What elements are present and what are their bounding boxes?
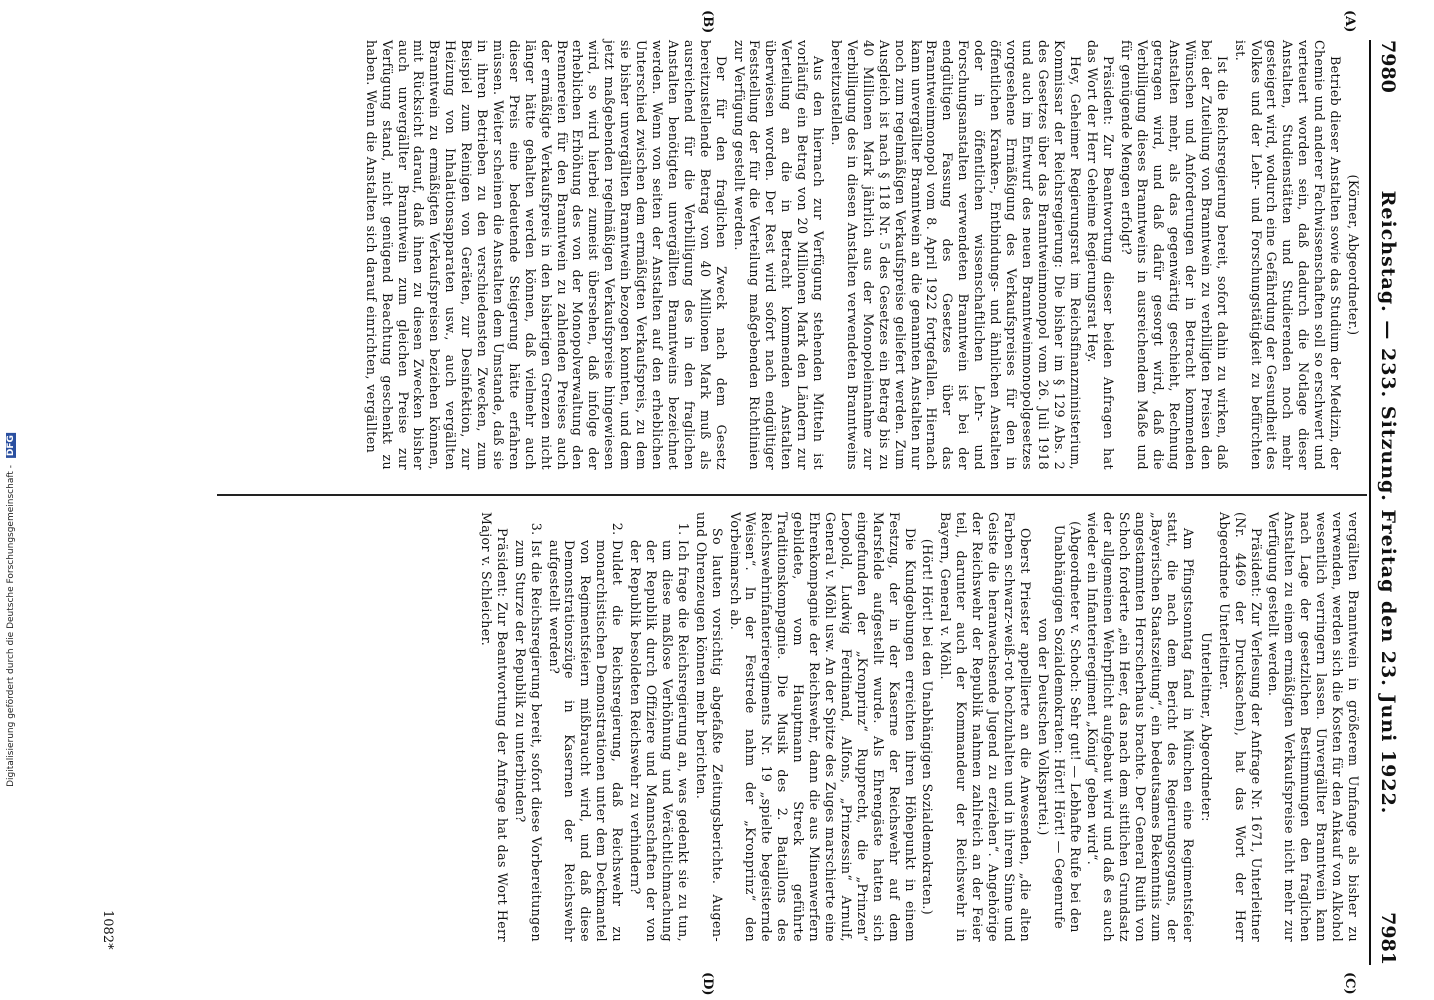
paragraph: Am Pfingstsonntag fand in München eine Regimentsfeier statt, die nach dem Bericht des Regierungsorgans, der „Bayerischen Staatszeitung“, ein bedeutsames Bekenntnis zum angestammten Herrscherhaus brachte. Der General Ruith von Schoch forderte „ein Heer, das nach dem sittlichen Grundsatz der allgemeinen Wehrpflicht aufgebaut wird und daß es auch wieder ein Infanterieregiment „König“ geben wird“. [1085,512,1196,942]
question-item: 3. Ist die Reichsregierung bereit, sofort diese Vorbereitungen zum Sturze der Republik zu unterbinden? [512,540,544,942]
paragraph: Oberst Priester appellierte an die Anwesenden, „die alten Farben schwarz-weiß-rot hochzuhalten und in ihrem Sinne und Geiste die heranwachsende Jugend zu erziehen“. Angehörige der Reichswehr der Republik nahmen zahlreich an der Feier teil, darunter auch der Kommandeur der Reichswehr in Bayern, General v. Möhl. [938,512,1033,942]
column-number-right: 7981 [1377,912,1399,965]
question-list [512,512,691,942]
paragraph: Aus den hiernach zur Verfügung stehenden Mitteln ist vorläufig ein Betrag von 20 Millionen Mark den Ländern zur Verteilung an die in Betracht kommenden Anstalten überwiesen worden. Der Rest wird sofort nach endgültiger Feststellung der für die Verteilung maßgebenden Richtlinien zur Verfügung gestellt werden. [731,40,827,470]
interjection: (Hört! Hört! bei den Unabhängigen Sozialdemokraten.) [920,538,936,916]
question-item: 2. Duldet die Reichsregierung, daß Reichswehr zu monarchistischen Demonstrationen unter dem Deckmantel von Regimentsfeiern mißbraucht wird, und daß diese Demonstrationszüge in Kasernen der Reichswehr aufgestellt werden? [546,540,626,942]
page-number: 1082* [100,910,115,950]
page-header [1369,40,1405,965]
left-column [361,40,1361,470]
digitization-text: Digitalisierung gefördert durch die Deutsche Forschungsgemeinschaft - [6,465,16,787]
page-content [85,10,1405,996]
paragraph: Betrieb dieser Anstalten sowie das Studium der Medizin, der Chemie und anderer Fachwissenschaften soll so erschwert und verteuert worden sein, daß dadurch die Notlage dieser Anstalten, Studienstätten und Studierenden noch mehr gesteigert wird, wodurch eine Gefährdung der Gesundheit des Volkes und der Lehr- und Forschungstätigkeit zu befürchten ist. [1232,40,1344,470]
column-number-left: 7980 [1377,40,1399,93]
margin-mark-a: (A) [1342,10,1357,33]
paragraph: Präsident: Zur Beantwortung der Anfrage hat das Wort Herr Major v. Schleicher. [478,512,510,942]
column-divider [217,494,1367,496]
paragraph: Hey, Geheimer Regierungsrat im Reichsfinanzministerium, Kommissar der Reichsregierung: Die bisher im § 129 Abs. 2 des Gesetzes über das Branntweinmonopol vom 26. Juli 1918 und auch im Entwurf des neuen Branntweinmonopolgesetzes vorgesehene Ermäßigung des Verkaufspreises für den in öffentlichen Kranken-, Entbindungs- und ähnlichen Anstalten oder in öffentlichen wissenschaftlichen Lehr- und Forschungsanstalten verwendeten Branntwein ist bei der endgültigen Fassung des Gesetzes über das Branntweinmonopol vom 8. April 1922 fortgefallen. Hiernach kann unvergällter Branntwein an die genannten Anstalten nur noch zum regelmäßigen Verkaufspreise geliefert werden. Zum Ausgleich ist nach § 118 Nr. 5 des Gesetzes ein Betrag bis zu 40 Millionen Mark jährlich aus der Monopoleinnahme zur Verbilligung des in diesen Anstalten verwendeten Branntweins bereitzustellen. [829,40,1083,470]
speaker-heading: Unterleitner, Abgeordneter: [1198,632,1214,822]
dfg-logo: DFG [6,435,16,457]
margin-mark-d: (D) [700,972,715,996]
paragraph: Die Kundgebungen erreichten ihren Höhepunkt in einem Festzug, der in der Kaserne der Reichswehr auf dem Marsfelde aufgestellt wurde. Als Ehrengäste hatten sich eingefunden der „Kronprinz“ Rupprecht, die „Prinzen“ Leopold, Ludwig Ferdinand, Alfons, „Prinzessin“ Arnulf, General v. Möhl usw. An der Spitze des Zuges marschierte eine Ehrenkompagnie der Reichswehr, dann die aus Minenwerfern gebildete, vom Hauptmann Streck geführte Traditionskompagnie. Die Musik des 2. Bataillons des Reichswehrinfanterieregiments Nr. 19 „spielte begeisternde Weisen“. In der Festrede nahm der „Kronprinz“ den Vorbeimarsch ab. [727,512,918,942]
page-title: Reichstag. — 233. Sitzung. Freitag den 23. Juni 1922. [1377,190,1399,815]
paragraph: vergällten Branntwein in größerem Umfange als bisher zu verwenden, werden sich die Kosten für den Ankauf von Alkohol wesentlich verringern lassen. Unvergällter Branntwein kann nach Lage der gesetzlichen Bestimmungen den fraglichen Anstalten zu einem ermäßigten Verkaufspreise nicht mehr zur Verfügung gestellt werden. [1266,512,1361,942]
margin-mark-b: (B) [700,10,715,34]
paragraph: So lauten vorsichtig abgefaßte Zeitungsberichte. Augen- und Ohrenzeugen können mehr berichten. [693,512,725,942]
scanned-page [85,10,1405,996]
paragraph: Ist die Reichsregierung bereit, sofort dahin zu wirken, daß bei der Zuteilung von Branntwein zu verbilligten Preisen den Wünschen und Anforderungen der in Betracht kommenden Anstalten mehr, als das gegenwärtig geschieht, Rechnung getragen wird, und daß dafür gesorgt wird, daß die Verbilligung dieses Branntweins in ausreichendem Maße und für genügende Mengen erfolgt? [1119,40,1230,470]
paragraph: Präsident: Zur Beantwortung dieser beiden Anfragen hat das Wort der Herr Geheime Regierungsrat Hey. [1085,40,1117,470]
digitization-note [0,0,22,1000]
interjection: (Abgeordneter v. Schoch: Sehr gut! — Lebhafte Rufe bei den Unabhängigen Sozialdemokraten: Hört! Hört! — Gegenrufe von der Deutschen Volkspartei.) [1035,521,1083,933]
right-column [476,512,1361,942]
speaker-note: (Körner, Abgeordneter.) [1346,174,1361,336]
paragraph: Präsident: Zur Verlesung der Anfrage Nr. 1671, Unterleitner (Nr. 4469 der Drucksachen), hat das Wort der Herr Abgeordnete Unterleitner. [1216,512,1264,942]
question-item: 1. Ich frage die Reichsregierung an, was gedenkt sie zu tun, um diese maßlose Verhöhnung und Verächtlichmachung der Republik durch Offiziere und Mannschaften der von der Republik besoldeten Reichswehr zu verhindern? [627,540,691,942]
paragraph: Der für den fraglichen Zweck nach dem Gesetz bereitzustellende Betrag von 40 Millionen Mark muß als ausreichend für die Verbilligung des in den fraglichen Anstalten benötigten unvergällten Branntweins bezeichnet werden. Wenn von seiten der Anstalten auf den erheblichen Unterschied zwischen dem ermäßigten Verkaufspreis, zu dem sie bisher unvergällten Branntwein bezogen konnten, und dem jetzt maßgebenden regelmäßigen Verkaufspreise hingewiesen wird, so wird hierbei zumeist übersehen, daß infolge der erheblichen Erhöhung des von der Monopolverwaltung den Brennereien für den Branntwein zu zahlenden Preises auch der ermäßigte Verkaufspreis in den bisherigen Grenzen nicht länger hätte gehalten werden können, daß vielmehr auch dieser Preis eine bedeutende Steigerung hätte erfahren müssen. Weiter scheinen die Anstalten dem Umstande, daß sie in ihren Betrieben zu den verschiedensten Zwecken, zum Beispiel zum Reinigen von Geräten, zur Desinfektion, zur Heizung von Inhalationsapparaten usw., auch vergällten Branntwein zu ermäßigten Verkaufspreisen beziehen können, mit Rücksicht darauf, daß ihnen zu diesen Zwecken bisher auch unvergällter Branntwein zum gleichen Preise zur Verfügung stand, nicht genügend Beachtung geschenkt zu haben. Wenn die Anstalten sich darauf einrichten, vergällten [363,40,729,470]
margin-mark-c: (C) [1342,972,1357,995]
